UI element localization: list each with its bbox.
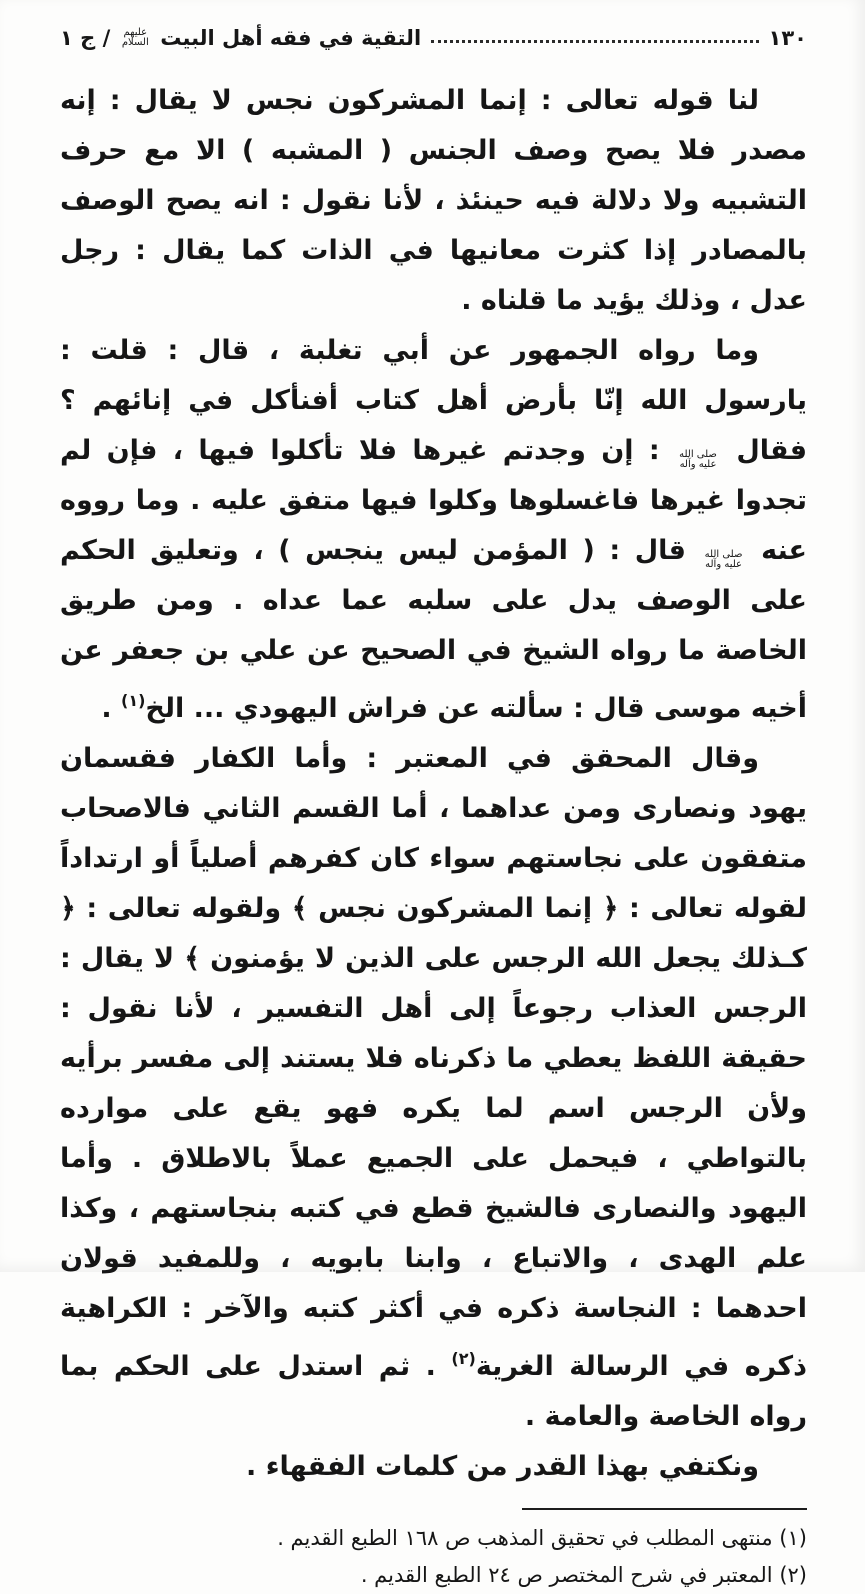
paragraph-1 [60, 76, 807, 326]
running-header [60, 26, 807, 50]
book-title-block [60, 26, 421, 50]
paragraph-3-text: . ثم استدل على الحكم بما رواه الخاصة والعامة . [60, 1351, 807, 1432]
paragraph-4-text: ونكتفي بهذا القدر من كلمات الفقهاء . [246, 1451, 759, 1482]
paragraph-2-text: وما رواه الجمهور عن أبي تغلبة ، قال : قلت : يارسول الله إنّا بأرض أهل كتاب أفنأكل في إنائهم ؟ فقال [60, 335, 807, 466]
page-body [60, 76, 807, 1492]
footnotes [60, 1520, 807, 1594]
honorific-seal: عليهم السلام [121, 26, 149, 48]
footnote-item-1: (١) منتهى المطلب في تحقيق المذهب ص ١٦٨ الطبع القديم . [277, 1526, 807, 1550]
paragraph-3-text: لا يقال : الرجس العذاب رجوعاً إلى أهل التفسير ، لأنا نقول : حقيقة اللفظ يعطي ما ذكرناه فلا يستند إلى مفسر برأيه ولأن الرجس اسم لما يكره فهو يقع على موارده بالتواطي ، فيحمل على الجميع عملاً بالاطلاق . وأما اليهود والنصارى فالشيخ قطع في كتبه بنجاستهم ، وكذا علم الهدى ، والاتباع ، وابنا بابويه ، وللمفيد قولان احدهما : النجاسة ذكره في أكثر كتبه والآخر : الكراهية ذكره في الرسالة الغرية [60, 943, 807, 1382]
paragraph-2-text: : إن وجدتم غيرها فلا تأكلوا فيها ، فإن لم تجدوا غيرها فاغسلوها وكلوا فيها متفق عليه . وما رووه عنه [60, 435, 807, 566]
footnote-marker-2: (٢) [451, 1349, 476, 1368]
paragraph-2-text: قال : ( المؤمن ليس ينجس ) ، وتعليق الحكم على الوصف يدل على سلبه عما عداه . ومن طريق الخاصة ما رواه الشيخ في الصحيح عن علي بن جعفر عن أخيه موسى قال : سألته عن فراش اليهودي ... الخ [60, 535, 807, 724]
dotted-leader [431, 40, 758, 43]
paragraph-3-text: ولقوله تعالى : [75, 893, 292, 924]
book-title: التقية في فقه أهل البيت [160, 26, 422, 50]
paragraph-2-text: . [101, 693, 121, 724]
paragraph-3 [60, 734, 807, 1442]
paragraph-4 [60, 1442, 807, 1492]
footnote-separator [522, 1508, 807, 1510]
footnote-item-2: (٢) المعتبر في شرح المختصر ص ٢٤ الطبع القديم . [360, 1563, 807, 1587]
prophet-honorific-seal: صلى الله عليه وآله [704, 548, 743, 570]
paragraph-2 [60, 326, 807, 734]
paragraph-1-text: لنا قوله تعالى : إنما المشركون نجس لا يقال : إنه مصدر فلا يصح وصف الجنس ( المشبه ) الا مع حرف التشبيه ولا دلالة فيه حينئذ ، لأنا نقول : انه يصح الوصف بالمصادر إذا كثرت معانيها في الذات كما يقال : رجل عدل ، وذلك يؤيد ما قلناه . [60, 85, 807, 316]
quran-quote: ﴿ كـذلك يجعل الله الرجس على الذين لا يؤمنون ﴾ [60, 893, 807, 974]
quran-quote: ﴿ إنما المشركون نجس ﴾ [291, 893, 619, 924]
footnote-marker-1: (١) [121, 691, 146, 710]
volume-label: / ج ١ [60, 26, 111, 50]
prophet-honorific-seal: صلى الله عليه وآله [679, 448, 717, 470]
paragraph-3-text: وقال المحقق في المعتبر : وأما الكفار فقسمان يهود ونصارى ومن عداهما ، أما القسم الثاني فالاصحاب متفقون على نجاستهم سواء كان كفرهم أصلياً أو ارتداداً لقوله تعالى : [60, 743, 807, 924]
page-number: ١٣٠ [768, 26, 807, 50]
